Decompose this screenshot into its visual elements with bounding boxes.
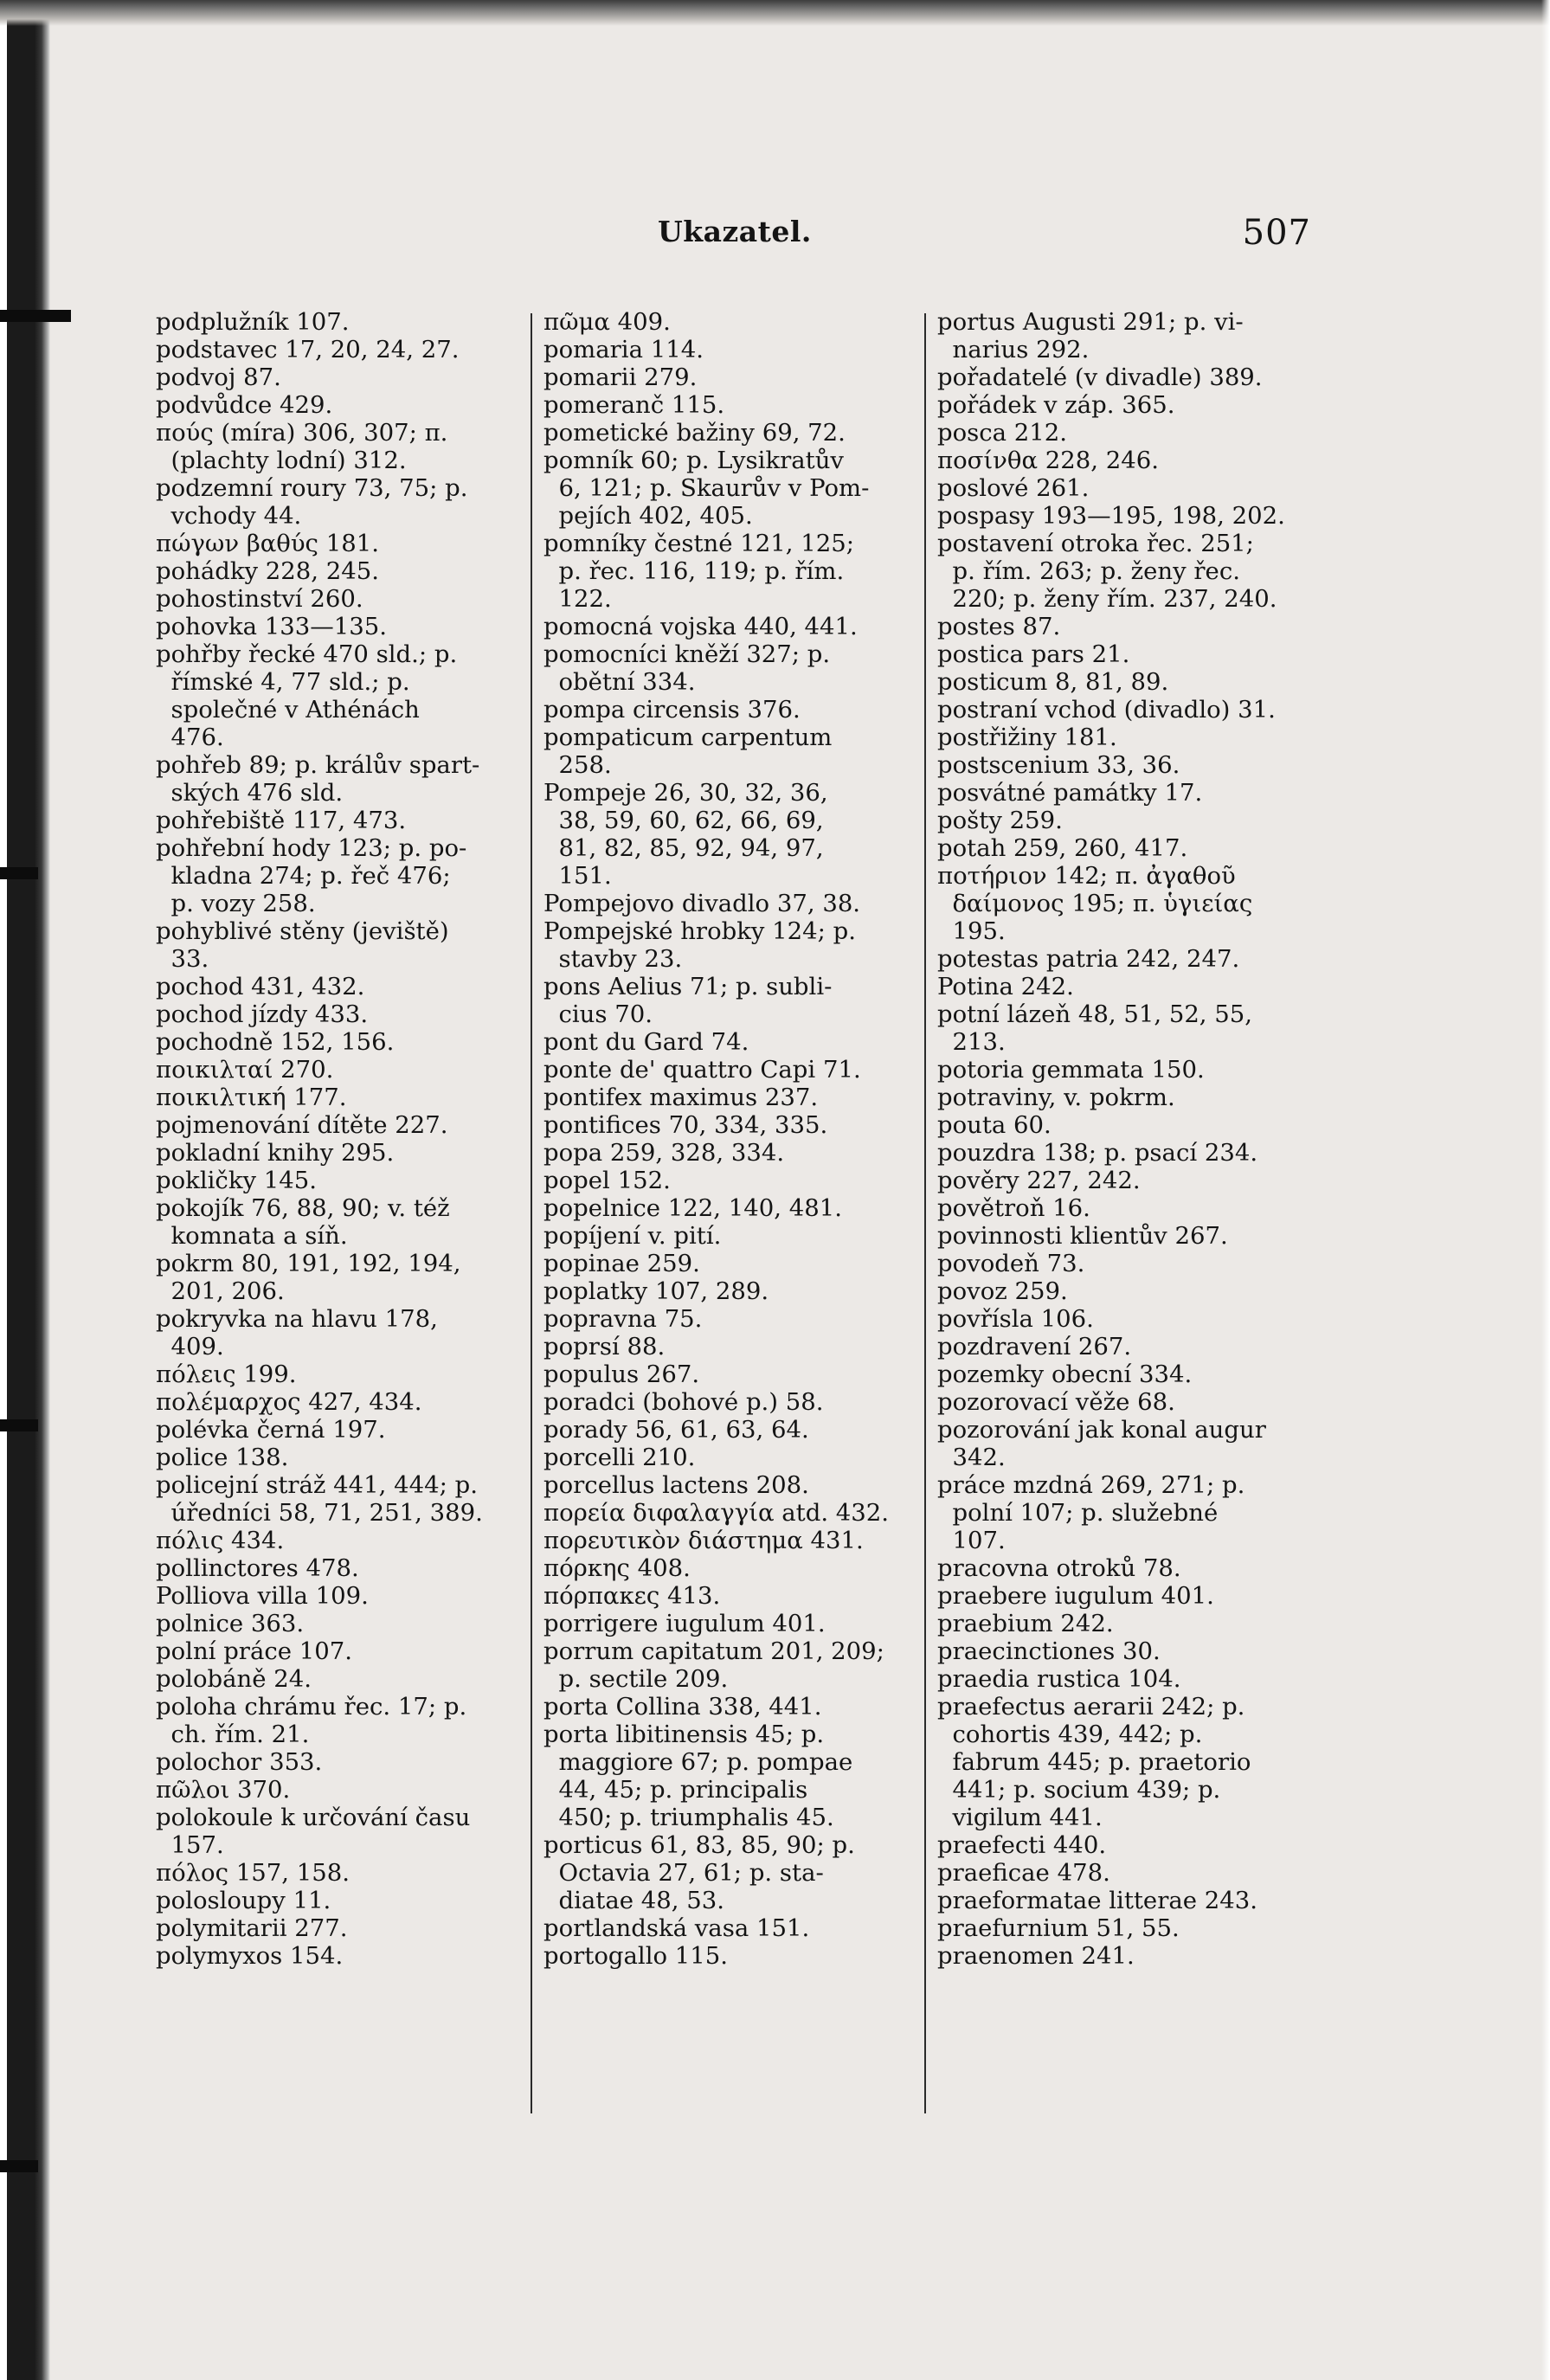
index-entry-line: popa 259, 328, 334. xyxy=(543,1139,785,1167)
index-entry-line: posvátné památky 17. xyxy=(937,779,1203,807)
index-entry-line: 122. xyxy=(543,585,612,613)
index-entry-line: praeficae 478. xyxy=(937,1859,1110,1887)
index-entry-line: pollinctores 478. xyxy=(156,1554,359,1582)
index-entry-line: pont du Gard 74. xyxy=(543,1028,749,1056)
index-entry-line: 6, 121; p. Skaurův v Pom- xyxy=(543,474,870,502)
index-entry-line: popel 152. xyxy=(543,1167,671,1194)
index-entry-line: potoria gemmata 150. xyxy=(937,1056,1205,1084)
index-entry-line: polymitarii 277. xyxy=(156,1914,348,1942)
index-entry-line: porticus 61, 83, 85, 90; p. xyxy=(543,1831,855,1859)
index-entry-line: πώγων βαθύς 181. xyxy=(156,530,379,557)
index-entry-line: podplužník 107. xyxy=(156,308,350,336)
index-entry-line: pořadatelé (v divadle) 389. xyxy=(937,363,1263,391)
index-entry-line: portogallo 115. xyxy=(543,1942,729,1970)
index-entry-line: praecinctiones 30. xyxy=(937,1637,1161,1665)
index-entry-line: pohovka 133—135. xyxy=(156,613,387,640)
index-entry-line: pejích 402, 405. xyxy=(543,502,753,530)
index-entry-line: 258. xyxy=(543,751,612,779)
index-entry-line: pomocníci kněží 327; p. xyxy=(543,640,831,668)
index-entry-line: popelnice 122, 140, 481. xyxy=(543,1194,842,1222)
page-number: 507 xyxy=(1242,213,1311,253)
index-entry-line: pohostinství 260. xyxy=(156,585,363,613)
index-entry-line: πολέμαρχος 427, 434. xyxy=(156,1388,422,1416)
index-entry-line: pokladní knihy 295. xyxy=(156,1139,395,1167)
index-entry-line: fabrum 445; p. praetorio xyxy=(937,1748,1251,1776)
index-entry-line: πόλεις 199. xyxy=(156,1360,297,1388)
index-entry-line: postica pars 21. xyxy=(937,640,1130,668)
index-entry-line: postscenium 33, 36. xyxy=(937,751,1180,779)
index-entry-line: pompa circensis 376. xyxy=(543,696,801,724)
index-entry-line: praedia rustica 104. xyxy=(937,1665,1181,1693)
index-entry-line: (plachty lodní) 312. xyxy=(156,447,407,474)
index-entry-line: 342. xyxy=(937,1444,1006,1471)
index-entry-line: pohřební hody 123; p. po- xyxy=(156,834,467,862)
index-entry-line: p. vozy 258. xyxy=(156,890,316,917)
index-entry-line: maggiore 67; p. pompae xyxy=(543,1748,853,1776)
index-entry-line: práce mzdná 269, 271; p. xyxy=(937,1471,1245,1499)
index-entry-line: pospasy 193—195, 198, 202. xyxy=(937,502,1285,530)
index-entry-line: porrum capitatum 201, 209; xyxy=(543,1637,884,1665)
index-entry-line: komnata a síň. xyxy=(156,1222,348,1250)
index-entry-line: 195. xyxy=(937,917,1006,945)
scan-top-shadow xyxy=(0,0,1550,26)
index-entry-line: πόλος 157, 158. xyxy=(156,1859,350,1887)
index-entry-line: ποτήριον 142; π. ἀγαθοῦ xyxy=(937,862,1236,890)
index-entry-line: ch. řím. 21. xyxy=(156,1721,310,1748)
index-entry-line: polosloupy 11. xyxy=(156,1887,331,1914)
index-entry-line: potraviny, v. pokrm. xyxy=(937,1084,1175,1111)
index-entry-line: Octavia 27, 61; p. sta- xyxy=(543,1859,824,1887)
index-entry-line: πούς (míra) 306, 307; π. xyxy=(156,419,448,447)
index-entry-line: obětní 334. xyxy=(543,668,696,696)
index-entry-line: pochodně 152, 156. xyxy=(156,1028,395,1056)
index-entry-line: 81, 82, 85, 92, 94, 97, xyxy=(543,834,824,862)
index-entry-line: porcellus lactens 208. xyxy=(543,1471,809,1499)
index-entry-line: p. řec. 116, 119; p. řím. xyxy=(543,557,845,585)
index-entry-line: πορεία διφαλαγγία atd. 432. xyxy=(543,1499,890,1527)
column-divider xyxy=(924,313,926,2113)
index-entry-line: pošty 259. xyxy=(937,807,1063,834)
index-entry-line: potestas patria 242, 247. xyxy=(937,945,1240,973)
index-entry-line: Polliova villa 109. xyxy=(156,1582,369,1610)
index-entry-line: povodeň 73. xyxy=(937,1250,1085,1277)
index-entry-line: ποικιλταί 270. xyxy=(156,1056,334,1084)
index-entry-line: δαίμονος 195; π. ὑγιείας xyxy=(937,890,1253,917)
binding-mark xyxy=(0,1419,38,1431)
index-entry-line: Pompejské hrobky 124; p. xyxy=(543,917,857,945)
index-entry-line: 44, 45; p. principalis xyxy=(543,1776,808,1804)
binding-mark xyxy=(0,867,38,879)
index-entry-line: pompaticum carpentum xyxy=(543,724,833,751)
index-entry-line: polochor 353. xyxy=(156,1748,323,1776)
binding-mark xyxy=(0,310,71,322)
index-entry-line: cius 70. xyxy=(543,1000,653,1028)
index-entry-line: Pompeje 26, 30, 32, 36, xyxy=(543,779,828,807)
index-entry-line: πόρπακες 413. xyxy=(543,1582,721,1610)
index-entry-line: diatae 48, 53. xyxy=(543,1887,724,1914)
index-entry-line: polní práce 107. xyxy=(156,1637,352,1665)
index-entry-line: porady 56, 61, 63, 64. xyxy=(543,1416,809,1444)
scan-binding-edge xyxy=(0,0,50,2380)
index-entry-line: ponte de' quattro Capi 71. xyxy=(543,1056,861,1084)
index-entry-line: praefurnium 51, 55. xyxy=(937,1914,1180,1942)
index-entry-line: πόλις 434. xyxy=(156,1527,285,1554)
index-entry-line: porcelli 210. xyxy=(543,1444,696,1471)
index-entry-line: porta libitinensis 45; p. xyxy=(543,1721,825,1748)
index-entry-line: pomocná vojska 440, 441. xyxy=(543,613,858,640)
index-entry-line: postraní vchod (divadlo) 31. xyxy=(937,696,1276,724)
index-entry-line: police 138. xyxy=(156,1444,289,1471)
index-entry-line: pomaria 114. xyxy=(543,336,704,363)
index-entry-line: policejní stráž 441, 444; p. xyxy=(156,1471,478,1499)
index-entry-line: společné v Athénách xyxy=(156,696,420,724)
index-entry-line: 213. xyxy=(937,1028,1006,1056)
index-entry-line: popinae 259. xyxy=(543,1250,700,1277)
column-divider xyxy=(531,313,532,2113)
index-entry-line: popíjení v. pití. xyxy=(543,1222,722,1250)
index-entry-line: pohřby řecké 470 sld.; p. xyxy=(156,640,458,668)
index-entry-line: portus Augusti 291; p. vi- xyxy=(937,308,1244,336)
index-entry-line: pozorovací věže 68. xyxy=(937,1388,1175,1416)
index-entry-line: povřísla 106. xyxy=(937,1305,1094,1333)
index-entry-line: 220; p. ženy řím. 237, 240. xyxy=(937,585,1277,613)
index-entry-line: pohyblivé stěny (jeviště) xyxy=(156,917,449,945)
index-entry-line: poradci (bohové p.) 58. xyxy=(543,1388,824,1416)
index-entry-line: pokryvka na hlavu 178, xyxy=(156,1305,438,1333)
index-entry-line: praebere iugulum 401. xyxy=(937,1582,1214,1610)
index-entry-line: polévka černá 197. xyxy=(156,1416,386,1444)
index-entry-line: pontifices 70, 334, 335. xyxy=(543,1111,828,1139)
index-entry-line: poslové 261. xyxy=(937,474,1090,502)
index-entry-line: kladna 274; p. řeč 476; xyxy=(156,862,451,890)
index-entry-line: stavby 23. xyxy=(543,945,683,973)
index-entry-line: polnice 363. xyxy=(156,1610,305,1637)
index-entry-line: pozemky obecní 334. xyxy=(937,1360,1193,1388)
index-entry-line: portlandská vasa 151. xyxy=(543,1914,810,1942)
index-entry-line: narius 292. xyxy=(937,336,1090,363)
index-entry-line: pons Aelius 71; p. subli- xyxy=(543,973,833,1000)
index-entry-line: 107. xyxy=(937,1527,1006,1554)
index-entry-line: πῶμα 409. xyxy=(543,308,671,336)
index-column-2 xyxy=(543,308,889,1970)
index-entry-line: 201, 206. xyxy=(156,1277,285,1305)
index-entry-line: praebium 242. xyxy=(937,1610,1114,1637)
index-entry-line: pochod 431, 432. xyxy=(156,973,365,1000)
scan-right-edge xyxy=(1541,0,1550,2380)
index-entry-line: praefectus aerarii 242; p. xyxy=(937,1693,1245,1721)
index-entry-line: pomník 60; p. Lysikratův xyxy=(543,447,844,474)
page-header xyxy=(156,213,1311,256)
index-entry-line: polymyxos 154. xyxy=(156,1942,344,1970)
index-entry-line: pozorování jak konal augur xyxy=(937,1416,1266,1444)
index-entry-line: postřižiny 181. xyxy=(937,724,1117,751)
index-entry-line: pokličky 145. xyxy=(156,1167,317,1194)
index-entry-line: pochod jízdy 433. xyxy=(156,1000,369,1028)
index-entry-line: pomníky čestné 121, 125; xyxy=(543,530,854,557)
index-entry-line: pracovna otroků 78. xyxy=(937,1554,1181,1582)
index-entry-line: povinnosti klientův 267. xyxy=(937,1222,1228,1250)
index-column-1 xyxy=(156,308,483,1970)
index-entry-line: 157. xyxy=(156,1831,224,1859)
index-entry-line: poplatky 107, 289. xyxy=(543,1277,769,1305)
index-entry-line: vigilum 441. xyxy=(937,1804,1103,1831)
index-entry-line: popravna 75. xyxy=(543,1305,703,1333)
index-entry-line: pojmenování dítěte 227. xyxy=(156,1111,448,1139)
index-entry-line: posticum 8, 81, 89. xyxy=(937,668,1169,696)
index-entry-line: postes 87. xyxy=(937,613,1061,640)
index-entry-line: pohřeb 89; p. králův spart- xyxy=(156,751,480,779)
index-entry-line: 450; p. triumphalis 45. xyxy=(543,1804,834,1831)
index-entry-line: polní 107; p. služebné xyxy=(937,1499,1219,1527)
index-entry-line: poloha chrámu řec. 17; p. xyxy=(156,1693,467,1721)
index-entry-line: pohřebiště 117, 473. xyxy=(156,807,407,834)
index-entry-line: 151. xyxy=(543,862,612,890)
index-entry-line: ποικιλτική 177. xyxy=(156,1084,347,1111)
page-title: Ukazatel. xyxy=(658,215,812,248)
index-entry-line: pozdravení 267. xyxy=(937,1333,1132,1360)
index-entry-line: p. sectile 209. xyxy=(543,1665,729,1693)
index-entry-line: praenomen 241. xyxy=(937,1942,1135,1970)
index-entry-line: povětroň 16. xyxy=(937,1194,1090,1222)
index-entry-line: porrigere iugulum 401. xyxy=(543,1610,826,1637)
index-entry-line: pontifex maximus 237. xyxy=(543,1084,819,1111)
index-entry-line: římské 4, 77 sld.; p. xyxy=(156,668,410,696)
index-entry-line: 38, 59, 60, 62, 66, 69, xyxy=(543,807,824,834)
index-entry-line: pometické bažiny 69, 72. xyxy=(543,419,846,447)
index-entry-line: podvoj 87. xyxy=(156,363,281,391)
index-entry-line: πῶλοι 370. xyxy=(156,1776,291,1804)
index-entry-line: polobáně 24. xyxy=(156,1665,312,1693)
index-entry-line: pohádky 228, 245. xyxy=(156,557,380,585)
index-entry-line: ských 476 sld. xyxy=(156,779,344,807)
index-entry-line: cohortis 439, 442; p. xyxy=(937,1721,1203,1748)
index-entry-line: potní lázeň 48, 51, 52, 55, xyxy=(937,1000,1253,1028)
index-entry-line: postavení otroka řec. 251; xyxy=(937,530,1254,557)
index-entry-line: potah 259, 260, 417. xyxy=(937,834,1188,862)
index-entry-line: πορευτικὸν διάστημα 431. xyxy=(543,1527,864,1554)
index-entry-line: πόρκης 408. xyxy=(543,1554,691,1582)
index-entry-line: pouta 60. xyxy=(937,1111,1052,1139)
index-entry-line: porta Collina 338, 441. xyxy=(543,1693,822,1721)
index-entry-line: praefecti 440. xyxy=(937,1831,1107,1859)
index-entry-line: pomeranč 115. xyxy=(543,391,725,419)
index-entry-line: pověry 227, 242. xyxy=(937,1167,1141,1194)
index-entry-line: podzemní roury 73, 75; p. xyxy=(156,474,468,502)
index-entry-line: pokojík 76, 88, 90; v. též xyxy=(156,1194,450,1222)
index-entry-line: Pompejovo divadlo 37, 38. xyxy=(543,890,861,917)
index-entry-line: 476. xyxy=(156,724,224,751)
index-entry-line: praeformatae litterae 243. xyxy=(937,1887,1257,1914)
index-entry-line: pokrm 80, 191, 192, 194, xyxy=(156,1250,461,1277)
index-entry-line: ποσίνθα 228, 246. xyxy=(937,447,1159,474)
index-entry-line: pomarii 279. xyxy=(543,363,698,391)
index-entry-line: 441; p. socium 439; p. xyxy=(937,1776,1221,1804)
index-entry-line: 33. xyxy=(156,945,209,973)
binding-mark xyxy=(0,2160,38,2172)
index-entry-line: vchody 44. xyxy=(156,502,302,530)
index-entry-line: Potina 242. xyxy=(937,973,1074,1000)
index-column-3 xyxy=(937,308,1285,1970)
index-entry-line: populus 267. xyxy=(543,1360,700,1388)
index-entry-line: pouzdra 138; p. psací 234. xyxy=(937,1139,1258,1167)
index-entry-line: polokoule k určování času xyxy=(156,1804,471,1831)
index-entry-line: úředníci 58, 71, 251, 389. xyxy=(156,1499,483,1527)
index-entry-line: posca 212. xyxy=(937,419,1068,447)
index-entry-line: poprsí 88. xyxy=(543,1333,666,1360)
index-entry-line: podstavec 17, 20, 24, 27. xyxy=(156,336,460,363)
index-entry-line: 409. xyxy=(156,1333,224,1360)
index-entry-line: povoz 259. xyxy=(937,1277,1068,1305)
index-entry-line: p. řím. 263; p. ženy řec. xyxy=(937,557,1240,585)
index-entry-line: podvůdce 429. xyxy=(156,391,333,419)
index-entry-line: pořádek v záp. 365. xyxy=(937,391,1175,419)
